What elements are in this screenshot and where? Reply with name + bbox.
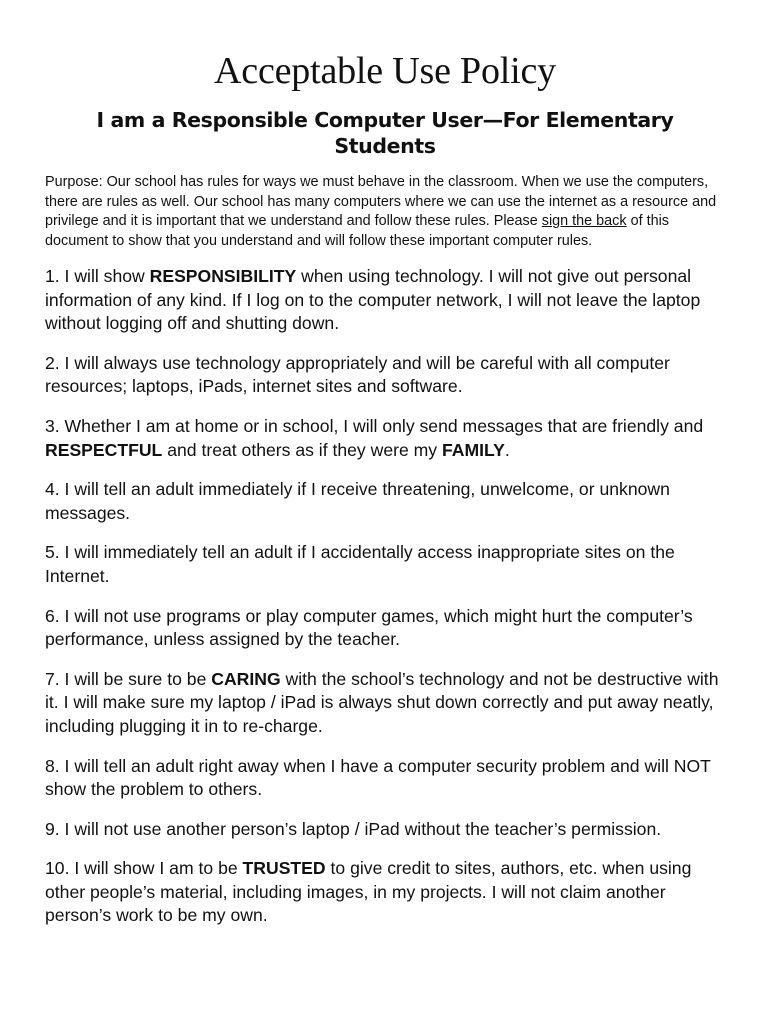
rule-text: 9. I will not use another person’s laptop / iPad without the teacher’s permission. (45, 818, 662, 839)
rule-text: 4. I will tell an adult immediately if I receive threatening, unwelcome, or unknown messages. (45, 479, 670, 523)
rule-item (45, 265, 725, 336)
rule-text: 1. I will show (45, 266, 150, 286)
rules-list (45, 265, 725, 928)
page-title: Acceptable Use Policy (214, 50, 556, 92)
rule-item (45, 668, 725, 739)
rule-text: and treat others as if they were my (162, 439, 442, 460)
rule-text: . (504, 439, 510, 460)
rule-keyword: FAMILY (441, 439, 505, 460)
rule-item (45, 857, 725, 928)
rule-item (45, 415, 725, 462)
rule-keyword: CARING (211, 668, 281, 689)
rule-text: 7. I will be sure to be (45, 668, 212, 689)
rule-text: 5. I will immediately tell an adult if I accidentally access inappropriate sites on the Internet. (45, 542, 675, 586)
rule-item (45, 605, 725, 652)
rule-item (45, 352, 725, 399)
rule-text: 8. I will tell an adult right away when I have a computer security problem and will NOT show the problem to others. (45, 755, 711, 800)
rule-item (45, 818, 725, 842)
rule-keyword: RESPECTFUL (45, 439, 163, 460)
rule-keyword: RESPONSIBILITY (149, 266, 297, 286)
rule-text: 6. I will not use programs or play computer games, which might hurt the computer’s performance, unless assigned by the teacher. (45, 605, 693, 650)
purpose-text-after: of this document to show that you understand and will follow these important computer rules. (45, 213, 669, 249)
rule-item (45, 755, 725, 802)
rule-text: 10. I will show I am to be (45, 858, 243, 879)
rule-keyword: TRUSTED (242, 858, 326, 879)
purpose-paragraph (45, 173, 725, 251)
rule-text: 3. Whether I am at home or in school, I will only send messages that are friendly and (45, 415, 704, 436)
rule-text: to give credit to sites, authors, etc. when using other people’s material, including images, in my projects. I will not claim another person’s work to be my own. (45, 858, 692, 926)
page-subtitle: I am a Responsible Computer User—For Elementary Students (96, 108, 674, 158)
rule-text: when using technology. I will not give out personal information of any kind. If I log on to the computer network, I will not leave the laptop without logging off and shutting down. (45, 266, 701, 334)
rule-item (45, 541, 725, 588)
purpose-text-before: Purpose: Our school has rules for ways we must behave in the classroom. When we use the computers, there are rules as well. Our school has many computers where we can use the internet as a resource and privilege and it is important that we understand and follow these rules. Please (45, 174, 717, 229)
rule-text: 2. I will always use technology appropriately and will be careful with all computer resources; laptops, iPads, internet sites and software. (45, 352, 670, 397)
rule-text: with the school’s technology and not be destructive with it. I will make sure my laptop / iPad is always shut down correctly and put away neatly, including plugging it in to re-charge. (45, 668, 719, 736)
sign-the-back-link[interactable]: sign the back (541, 213, 627, 229)
rule-item (45, 478, 725, 525)
